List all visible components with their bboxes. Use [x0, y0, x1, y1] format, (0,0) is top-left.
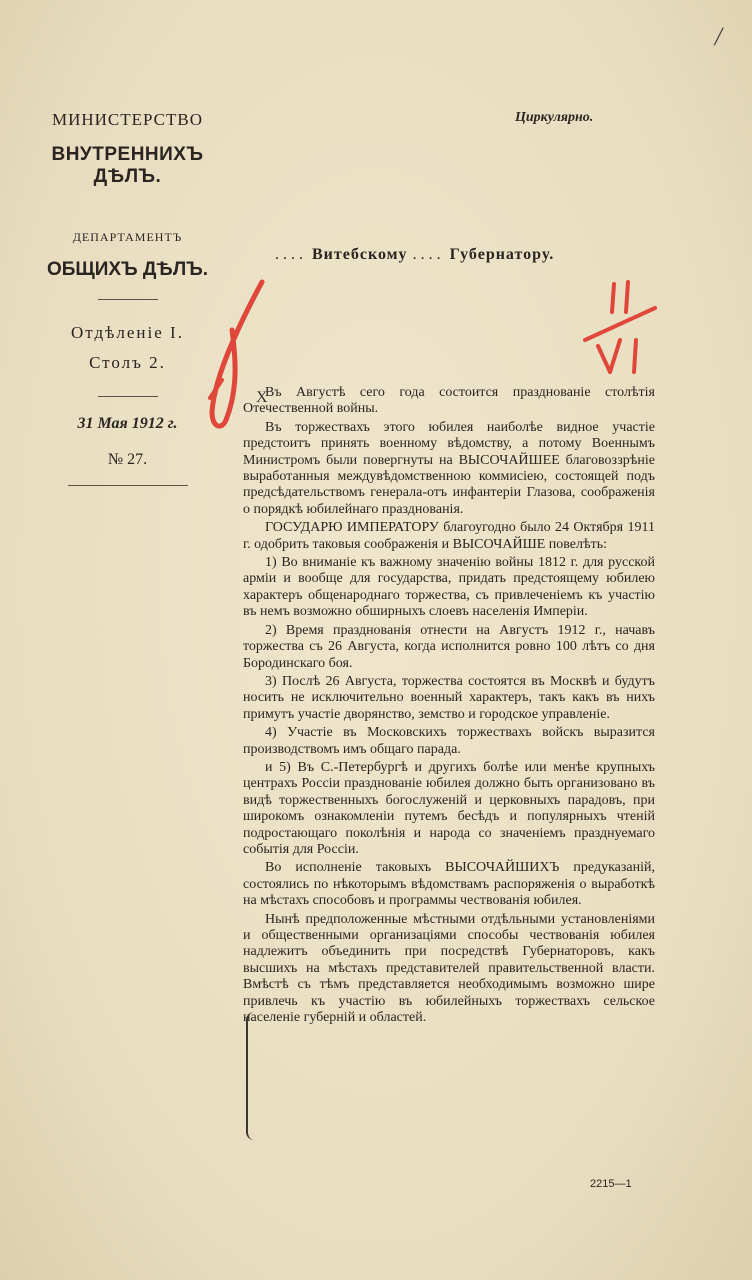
divider: [98, 299, 158, 300]
paragraph: ГОСУДАРЮ ИМПЕРАТОРУ благоугодно было 24 Октября 1911 г. одобрить таковыя соображенія и ВЫСОЧАЙШЕ повелѣть:: [243, 520, 655, 552]
letterhead: [40, 110, 215, 486]
ink-margin-bracket: [246, 1012, 258, 1140]
paragraph: и 5) Въ С.-Петербургѣ и другихъ болѣе или менѣе крупныхъ центрахъ Россіи празднованіе юбилея должно быть организовано въ видѣ торжественныхъ богослуженій и церковныхъ парадовъ, при широкомъ ознакомленіи путемъ бесѣдъ и популярныхъ чтеній подростающаго поколѣнія и народа со значеніемъ празднуемаго событія для Россіи.: [243, 759, 655, 857]
red-roman-numeral-mark: [585, 282, 655, 372]
paragraph: 1) Во вниманіе къ важному значенію войны 1812 г. для русской арміи и вообще для государства, придать предстоящему юбилею характеръ общенароднаго торжества, съ привлеченіемъ къ участію въ немъ возможно обширныхъ слоевъ населенія Имперіи.: [243, 555, 655, 620]
department-name: ОБЩИХЪ ДѢЛЪ.: [46, 259, 209, 280]
corner-pencil-mark: /: [714, 22, 722, 51]
addressee-line: [275, 246, 554, 264]
paragraph: 3) Послѣ 26 Августа, торжества состоятся въ Москвѣ и будутъ носить не исключительно военный характеръ, такъ какъ въ нихъ примутъ участіе дворянство, земство и городское управленіе.: [243, 673, 655, 722]
ink-x-mark: X: [256, 389, 268, 406]
dots: ....: [275, 246, 307, 263]
print-code: 2215—1: [590, 1178, 632, 1190]
divider: [98, 396, 158, 397]
paragraph: Въ Августѣ сего года состоится празднованіе столѣтія Отечественной войны.: [243, 385, 655, 417]
paragraph: Во исполненіе таковыхъ ВЫСОЧАЙШИХЪ предуказаній, состоялись по нѣкоторымъ вѣдомствамъ распоряженія о выработкѣ на мѣстахъ способовъ и программы чествованія юбилея.: [243, 860, 655, 909]
letter-body: [243, 385, 655, 1026]
divider: [68, 485, 188, 486]
section-label: Отдѣленіе I.: [71, 323, 184, 342]
ministry-name: ВНУТРЕННИХЪ ДѢЛЪ.: [51, 144, 204, 187]
document-number: № 27.: [107, 451, 148, 468]
desk-label: Столъ 2.: [89, 353, 166, 372]
paragraph: 4) Участіе въ Московскихъ торжествахъ войскъ выразится производствомъ имъ общаго парада.: [243, 725, 655, 757]
paragraph: Въ торжествахъ этого юбилея наиболѣе видное участіе предстоитъ принять военному вѣдомству, а потому Военнымъ Министромъ были повергнуты на ВЫСОЧАЙШЕЕ благовоззрѣніе выработанныя междувѣдомственною коммисіею, состоящей подъ предсѣдательствомъ генерала-отъ инфантеріи Глазова, соображенія о порядкѣ юбилейнаго празднованія.: [243, 419, 655, 517]
ministry-label: МИНИСТЕРСТВО: [51, 110, 204, 129]
addressee-title: Губернатору.: [449, 246, 555, 263]
dots: ....: [412, 246, 445, 263]
paragraph: Нынѣ предположенные мѣстными отдѣльными установленіями и общественными организаціями способы чествованія юбилея надлежитъ объединить при посредствѣ Губернаторовъ, какъ высшихъ на мѣстахъ представителей правительственной власти. Вмѣстѣ съ тѣмъ представляется необходимымъ возможно шире привлечь къ участію въ юбилейныхъ торжествахъ сельское населеніе губерній и областей.: [243, 911, 655, 1026]
paragraph: 2) Время празднованія отнести на Августъ 1912 г., начавъ торжества съ 26 Августа, когда исполнится ровно 100 лѣтъ со дня Бородинскаго боя.: [243, 622, 655, 671]
document-date: 31 Мая 1912 г.: [77, 415, 178, 432]
circular-label: Циркулярно.: [515, 110, 594, 125]
addressee-name: Витебскому: [312, 246, 408, 263]
department-label: ДЕПАРТАМЕНТЪ: [72, 230, 183, 244]
